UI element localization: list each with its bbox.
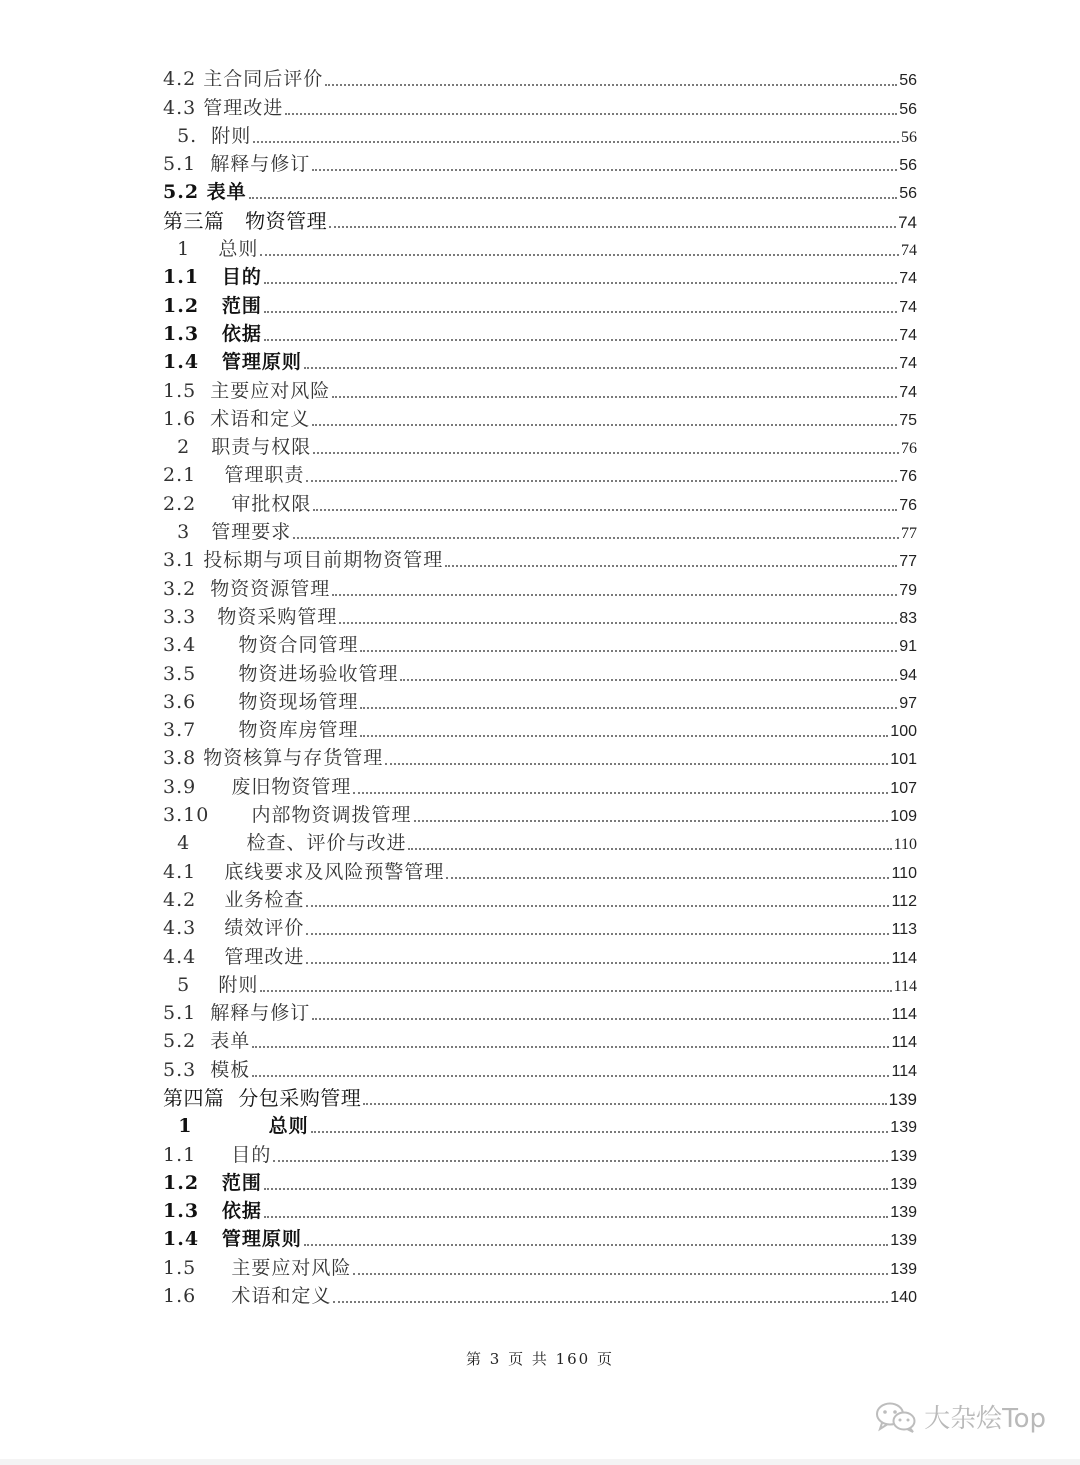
toc-entry[interactable] <box>163 715 917 743</box>
toc-entry-page-number: 56 <box>899 157 917 175</box>
dot-leader <box>360 735 888 737</box>
dot-leader <box>446 877 889 879</box>
toc-entry[interactable] <box>163 262 917 290</box>
toc-entry-title: 1.1 目的 <box>163 1143 272 1166</box>
toc-entry[interactable] <box>163 1139 917 1167</box>
dot-leader <box>353 1273 888 1275</box>
dot-leader <box>253 141 899 143</box>
toc-entry-title: 2.2 审批权限 <box>163 492 312 515</box>
toc-entry[interactable] <box>163 149 917 177</box>
toc-entry[interactable] <box>163 885 917 913</box>
toc-entry-title: 1 总则 <box>163 238 259 261</box>
toc-entry-title: 4.3 管理改进 <box>163 96 284 119</box>
toc-entry-page-number: 83 <box>899 609 917 627</box>
toc-entry-page-number: 91 <box>899 638 917 656</box>
toc-entry-title: 4 检查、评价与改进 <box>163 832 407 855</box>
toc-entry-title: 5. 附则 <box>163 124 252 147</box>
toc-entry-title: 5.2 表单 <box>163 181 247 204</box>
toc-entry[interactable] <box>163 545 917 573</box>
toc-entry-page-number: 139 <box>890 1175 917 1193</box>
toc-entry[interactable] <box>163 1083 917 1111</box>
toc-entry-page-number: 74 <box>899 326 917 344</box>
toc-entry-title: 5 附则 <box>163 973 259 996</box>
watermark <box>874 1398 1046 1435</box>
toc-entry-page-number: 114 <box>891 949 917 967</box>
toc-entry[interactable] <box>163 1224 917 1252</box>
dot-leader <box>293 537 899 539</box>
dot-leader <box>252 1075 889 1077</box>
toc-entry-page-number: 140 <box>890 1289 917 1307</box>
toc-entry-page-number: 74 <box>899 270 917 288</box>
dot-leader <box>408 848 891 850</box>
toc-entry[interactable] <box>163 1168 917 1196</box>
toc-entry-title: 3.8 物资核算与存货管理 <box>163 747 384 770</box>
dot-leader <box>273 1160 888 1162</box>
dot-leader <box>332 396 897 398</box>
dot-leader <box>333 1301 888 1303</box>
toc-entry-page-number: 56 <box>899 100 917 118</box>
toc-entry-page-number: 76 <box>899 496 917 514</box>
toc-entry[interactable] <box>163 432 917 460</box>
dot-leader <box>339 622 897 624</box>
toc-entry[interactable] <box>163 573 917 601</box>
dot-leader <box>385 763 888 765</box>
toc-entry-page-number: 101 <box>890 751 917 769</box>
toc-entry[interactable] <box>163 375 917 403</box>
dot-leader <box>260 254 899 256</box>
toc-entry-page-number: 110 <box>891 864 917 882</box>
toc-entry-page-number: 107 <box>890 779 917 797</box>
wechat-icon <box>874 1400 918 1434</box>
dot-leader <box>304 367 897 369</box>
toc-entry-page-number: 109 <box>890 808 917 826</box>
toc-entry-page-number: 76 <box>899 468 917 486</box>
toc-entry[interactable] <box>163 1252 917 1280</box>
toc-entry-title: 1.3 依据 <box>163 1200 262 1223</box>
toc-entry-title: 3.2 物资资源管理 <box>163 577 331 600</box>
dot-leader <box>260 990 891 992</box>
toc-entry[interactable] <box>163 1281 917 1309</box>
toc-entry-title: 4.2 主合同后评价 <box>163 68 324 91</box>
dot-leader <box>306 962 889 964</box>
toc-entry[interactable] <box>163 743 917 771</box>
toc-entry-page-number: 75 <box>899 411 917 429</box>
toc-entry-page-number: 56 <box>901 128 917 146</box>
watermark-text: 大杂烩Top <box>924 1404 1046 1434</box>
toc-entry[interactable] <box>163 92 917 120</box>
dot-leader <box>264 339 897 341</box>
toc-entry-title: 1.4 管理原则 <box>163 351 302 374</box>
toc-entry-title: 3.7 物资库房管理 <box>163 719 359 742</box>
toc-entry-title: 4.4 管理改进 <box>163 945 305 968</box>
table-of-contents <box>163 64 917 1309</box>
toc-entry[interactable] <box>163 800 917 828</box>
toc-entry[interactable] <box>163 290 917 318</box>
dot-leader <box>264 311 897 313</box>
toc-entry-title: 3.4 物资合同管理 <box>163 634 359 657</box>
toc-entry-page-number: 114 <box>891 1062 917 1080</box>
dot-leader <box>312 169 897 171</box>
toc-entry[interactable] <box>163 998 917 1026</box>
toc-entry-title: 1.3 依据 <box>163 322 262 345</box>
toc-entry[interactable] <box>163 630 917 658</box>
toc-entry-page-number: 139 <box>890 1204 917 1222</box>
toc-entry-title: 第四篇 分包采购管理 <box>163 1085 362 1110</box>
dot-leader <box>313 509 897 511</box>
toc-entry[interactable] <box>163 177 917 205</box>
toc-entry-title: 2.1 管理职责 <box>163 464 305 487</box>
toc-entry-page-number: 74 <box>899 355 917 373</box>
toc-entry-page-number: 139 <box>888 1089 917 1109</box>
dot-leader <box>332 594 897 596</box>
toc-entry-page-number: 139 <box>890 1119 917 1137</box>
dot-leader <box>400 679 897 681</box>
dot-leader <box>353 792 888 794</box>
toc-entry[interactable] <box>163 1196 917 1224</box>
toc-entry[interactable] <box>163 64 917 92</box>
page-footer: 第 3 页 共 160 页 <box>465 1350 614 1368</box>
toc-entry-page-number: 114 <box>891 1034 917 1052</box>
dot-leader <box>306 905 889 907</box>
toc-entry[interactable] <box>163 517 917 545</box>
dot-leader <box>329 226 896 228</box>
toc-entry[interactable] <box>163 1111 917 1139</box>
toc-entry-title: 4.2 业务检查 <box>163 888 305 911</box>
dot-leader <box>312 424 897 426</box>
toc-entry[interactable] <box>163 913 917 941</box>
toc-entry[interactable] <box>163 687 917 715</box>
toc-entry-title: 3.3 物资采购管理 <box>163 605 338 628</box>
toc-entry-title: 1.4 管理原则 <box>163 1228 302 1251</box>
toc-entry-title: 1.2 范围 <box>163 1171 262 1194</box>
toc-entry-title: 5.2 表单 <box>163 1030 251 1053</box>
dot-leader <box>249 197 898 199</box>
toc-entry-page-number: 94 <box>899 666 917 684</box>
dot-leader <box>311 1131 889 1133</box>
toc-entry-title: 3.9 废旧物资管理 <box>163 775 352 798</box>
toc-entry-title: 第三篇 物资管理 <box>163 208 328 233</box>
toc-entry[interactable] <box>163 602 917 630</box>
toc-entry[interactable] <box>163 771 917 799</box>
dot-leader <box>360 707 897 709</box>
toc-entry-title: 1.5 主要应对风险 <box>163 379 331 402</box>
toc-entry-page-number: 79 <box>899 581 917 599</box>
bottom-strip <box>0 1459 1080 1465</box>
toc-entry[interactable] <box>163 347 917 375</box>
dot-leader <box>252 1046 889 1048</box>
toc-entry-title: 5.1 解释与修订 <box>163 153 311 176</box>
dot-leader <box>445 565 897 567</box>
toc-entry-page-number: 114 <box>891 1006 917 1024</box>
toc-entry-title: 3 管理要求 <box>163 521 292 544</box>
toc-entry-title: 2 职责与权限 <box>163 436 312 459</box>
toc-entry-title: 1 总则 <box>163 1115 309 1138</box>
toc-entry-page-number: 74 <box>898 212 917 232</box>
toc-entry[interactable] <box>163 658 917 686</box>
toc-entry-title: 3.6 物资现场管理 <box>163 690 359 713</box>
dot-leader <box>264 282 897 284</box>
dot-leader <box>363 1103 886 1105</box>
toc-entry-title: 5.3 模板 <box>163 1058 251 1081</box>
toc-entry-title: 4.1 底线要求及风险预警管理 <box>163 860 445 883</box>
toc-entry[interactable] <box>163 205 917 233</box>
toc-entry-page-number: 113 <box>891 921 917 939</box>
toc-entry-page-number: 139 <box>890 1232 917 1250</box>
dot-leader <box>264 1188 888 1190</box>
toc-entry-title: 4.3 绩效评价 <box>163 917 305 940</box>
dot-leader <box>360 650 897 652</box>
toc-entry[interactable] <box>163 856 917 884</box>
dot-leader <box>313 452 899 454</box>
dot-leader <box>306 933 889 935</box>
toc-entry[interactable] <box>163 234 917 262</box>
toc-entry-title: 5.1 解释与修订 <box>163 1002 311 1025</box>
toc-entry[interactable] <box>163 941 917 969</box>
toc-entry[interactable] <box>163 970 917 998</box>
toc-entry-title: 1.2 范围 <box>163 294 262 317</box>
dot-leader <box>264 1216 888 1218</box>
toc-entry-page-number: 97 <box>899 694 917 712</box>
toc-entry-page-number: 74 <box>899 383 917 401</box>
dot-leader <box>306 480 897 482</box>
toc-entry[interactable] <box>163 319 917 347</box>
toc-entry[interactable] <box>163 404 917 432</box>
toc-entry-page-number: 112 <box>891 892 917 910</box>
toc-entry-page-number: 114 <box>893 977 917 995</box>
dot-leader <box>414 820 889 822</box>
toc-entry-page-number: 139 <box>890 1260 917 1278</box>
dot-leader <box>285 113 897 115</box>
toc-entry-title: 3.1 投标期与项目前期物资管理 <box>163 549 444 572</box>
toc-entry-page-number: 77 <box>901 525 917 543</box>
toc-entry-page-number: 77 <box>899 553 917 571</box>
dot-leader <box>304 1244 888 1246</box>
toc-entry-title: 3.10 内部物资调拨管理 <box>163 804 412 827</box>
dot-leader <box>312 1018 889 1020</box>
dot-leader <box>325 84 897 86</box>
toc-entry-page-number: 76 <box>901 440 917 458</box>
toc-entry-page-number: 56 <box>899 72 917 90</box>
toc-entry-title: 1.6 术语和定义 <box>163 407 311 430</box>
toc-entry[interactable] <box>163 828 917 856</box>
toc-entry[interactable] <box>163 1054 917 1082</box>
toc-entry-page-number: 74 <box>901 242 917 260</box>
toc-entry[interactable] <box>163 488 917 516</box>
toc-entry[interactable] <box>163 1026 917 1054</box>
toc-entry[interactable] <box>163 121 917 149</box>
toc-entry-page-number: 100 <box>890 723 917 741</box>
toc-entry-page-number: 110 <box>893 836 917 854</box>
toc-entry-page-number: 139 <box>890 1147 917 1165</box>
toc-entry-title: 3.5 物资进场验收管理 <box>163 662 399 685</box>
toc-entry-page-number: 56 <box>899 185 917 203</box>
toc-entry-title: 1.5 主要应对风险 <box>163 1256 352 1279</box>
toc-entry-title: 1.6 术语和定义 <box>163 1285 332 1308</box>
toc-entry[interactable] <box>163 460 917 488</box>
toc-entry-page-number: 74 <box>899 298 917 316</box>
toc-entry-title: 1.1 目的 <box>163 266 262 289</box>
